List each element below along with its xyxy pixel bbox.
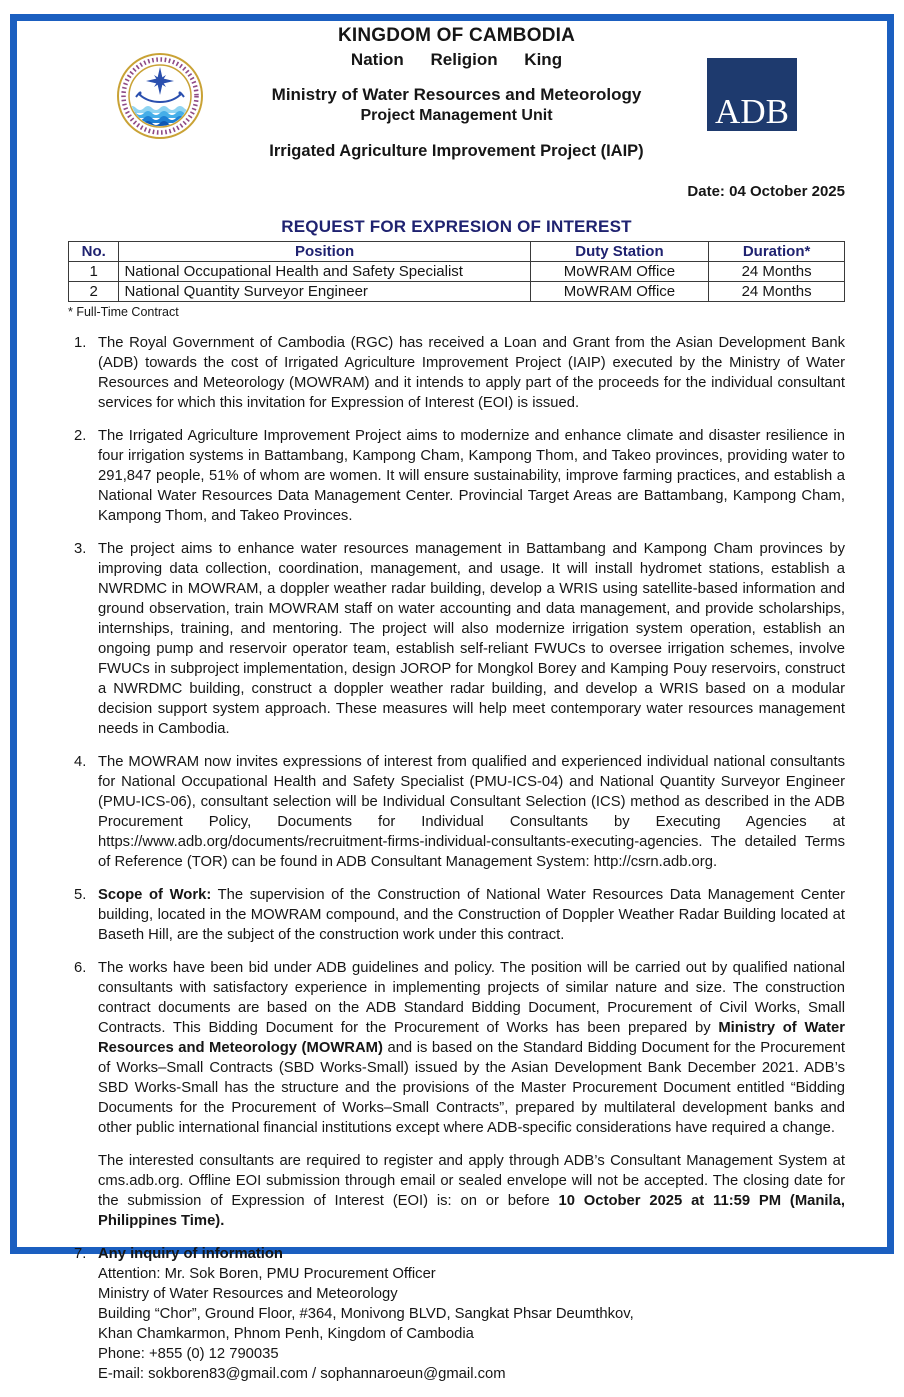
- text-run: The project aims to enhance water resources management in Battambang and Kampong Cham provinces by improving data collection, coordination, management, and usage. It will install hydromet stations, establish a NWRDMC in MOWRAM, a doppler weather radar building, develop a WRIS using satellite-based information and ground observation, train MOWRAM staff on water accounting and data management, and provide scholarships, internships, training, and mentoring. The project will also modernize irrigation system operation, establish an ongoing pump and reservoir operator team, establish self-reliant FWUCs to oversee irrigation schemes, involve FWUCs in subproject implementation, design JOROP for Mongkol Borey and Kamping Pouy reservoirs, construct a NWRDMC building, construct a doppler weather radar building, and develop a WRIS based on a modular decision support system approach. These measures will help meet contemporary water resources management needs in Cambodia.: [98, 541, 845, 737]
- numbered-paragraph: [68, 1244, 845, 1384]
- table-cell: MoWRAM Office: [530, 262, 708, 282]
- paragraph-body: [98, 426, 845, 526]
- paragraph-list: [68, 333, 845, 1384]
- ministry-seal-icon: [116, 52, 204, 140]
- table-cell: 2: [69, 282, 119, 302]
- paragraph-body: [98, 885, 845, 945]
- table-header-cell: Duty Station: [530, 242, 708, 262]
- paragraph-subsection: [98, 1151, 845, 1231]
- table-cell: 24 Months: [709, 282, 845, 302]
- address-line: E-mail: sokboren83@gmail.com / sophannaroeun@gmail.com: [98, 1366, 506, 1382]
- table-cell: National Occupational Health and Safety Specialist: [119, 262, 530, 282]
- text-run: Scope of Work:: [98, 887, 212, 903]
- ministry-name: Ministry of Water Resources and Meteorology: [271, 85, 642, 104]
- address-line: Attention: Mr. Sok Boren, PMU Procurement Officer: [98, 1266, 436, 1282]
- eoi-table-header-row: [69, 242, 845, 262]
- paragraph-number: 5.: [74, 887, 87, 903]
- table-footnote: * Full-Time Contract: [68, 305, 179, 319]
- text-run: and is based on the Standard Bidding Document for the Procurement of Works–Small Contracts (SBD Works-Small) issued by the Asian Development Bank December 2021. ADB’s SBD Works-Small has the structure and the provisions of the Master Procurement Document entitled “Bidding Documents for the Procurement of Works–Small Contracts”, prepared by multilateral development banks and other public international financial institutions except where ADB-specific considerations have required a change.: [98, 1040, 845, 1136]
- table-cell: National Quantity Surveyor Engineer: [119, 282, 530, 302]
- address-line: Building “Chor”, Ground Floor, #364, Monivong BLVD, Sangkat Phsar Deumthkov,: [98, 1306, 634, 1322]
- positions-table: [68, 241, 845, 302]
- table-cell: 1: [69, 262, 119, 282]
- numbered-paragraph: [68, 885, 845, 945]
- numbered-paragraph: [68, 958, 845, 1231]
- document-header: [68, 24, 845, 162]
- numbered-paragraph: [68, 333, 845, 413]
- eoi-title: REQUEST FOR EXPRESION OF INTEREST: [281, 217, 632, 236]
- paragraph-number: 6.: [74, 960, 87, 976]
- project-management-unit: Project Management Unit: [360, 107, 553, 124]
- adb-logo-text: ADB: [715, 92, 789, 131]
- paragraph-body: [98, 752, 845, 872]
- table-row: [69, 282, 845, 302]
- text-run: Ministry of Water Resources and Meteorology (MOWRAM): [98, 1020, 846, 1056]
- paragraph-body: [98, 333, 845, 413]
- table-cell: 24 Months: [709, 262, 845, 282]
- text-run: The Irrigated Agriculture Improvement Project aims to modernize and enhance climate and disaster resilience in four irrigation systems in Battambang, Kampong Cham, Kampong Thom, and Takeo provinces, providing water to 291,847 people, 51% of whom are women. It will ensure sustainability, improve farming practices, and establish a National Water Resources Data Management Center. Provincial Target Areas are Battambang, Kampong Cham, Kampong Thom, and Takeo Provinces.: [98, 428, 845, 524]
- text-run: The supervision of the Construction of National Water Resources Data Management Center building, located in the MOWRAM compound, and the Construction of Doppler Weather Radar Building located at Baseth Hill, are the subject of the construction work under this contract.: [98, 887, 845, 943]
- document-date: Date: 04 October 2025: [687, 183, 845, 200]
- text-run: 10 October 2025 at 11:59 PM (Manila, Philippines Time).: [98, 1193, 845, 1229]
- text-run: The Royal Government of Cambodia (RGC) has received a Loan and Grant from the Asian Development Bank (ADB) towards the cost of Irrigated Agriculture Improvement Project (IAIP) executed by the Ministry of Water Resources and Meteorology (MOWRAM) and it intends to apply part of the proceeds for the individual consultant services for which this invitation for Expression of Interest (EOI) is issued.: [98, 335, 845, 411]
- national-motto: Nation Religion King: [350, 50, 563, 69]
- kingdom-title: KINGDOM OF CAMBODIA: [337, 25, 576, 46]
- paragraph-number: 2.: [74, 428, 87, 444]
- address-line: Ministry of Water Resources and Meteorology: [98, 1286, 398, 1302]
- text-run: The works have been bid under ADB guidelines and policy. The position will be carried out by qualified national consultants with satisfactory experience in implementing projects of similar nature and size. The construction contract documents are based on the ADB Standard Bidding Document, Procurement of Civil Works, Small Contracts. This Bidding Document for the Procurement of Works has been prepared by: [98, 960, 845, 1036]
- table-cell: MoWRAM Office: [530, 282, 708, 302]
- paragraph-number: 1.: [74, 335, 87, 351]
- numbered-paragraph: [68, 752, 845, 872]
- paragraph-number: 3.: [74, 541, 87, 557]
- text-run: The interested consultants are required to register and apply through ADB’s Consultant Management System at cms.adb.org. Offline EOI submission through email or sealed envelope will not be accepted. The closing date for the submission of Expression of Interest (EOI) is: on or before: [98, 1153, 845, 1209]
- project-name: Irrigated Agriculture Improvement Project (IAIP): [269, 142, 644, 160]
- paragraph-number: 7.: [74, 1246, 87, 1262]
- address-line: Khan Chamkarmon, Phnom Penh, Kingdom of Cambodia: [98, 1326, 474, 1342]
- eoi-table-body: [69, 262, 845, 302]
- address-line: Phone: +855 (0) 12 790035: [98, 1346, 279, 1362]
- paragraph-body: [98, 1244, 845, 1384]
- paragraph-body: [98, 539, 845, 739]
- numbered-paragraph: [68, 426, 845, 526]
- text-run: The MOWRAM now invites expressions of interest from qualified and experienced individual national consultants for National Occupational Health and Safety Specialist (PMU-ICS-04) and National Quantity Surveyor Engineer (PMU-ICS-06), consultant selection will be Individual Consultant Selection (ICS) method as described in the ADB Procurement Policy, Documents for Individual Consultants by Executing Agencies at https://www.adb.org/documents/recruitment-firms-individual-consultants-executing-agencies. The detailed Terms of Reference (TOR) can be found in ADB Consultant Management System: http://csrn.adb.org.: [98, 754, 845, 870]
- table-row: [69, 262, 845, 282]
- table-header-cell: Duration*: [709, 242, 845, 262]
- numbered-paragraph: [68, 539, 845, 739]
- paragraph-number: 4.: [74, 754, 87, 770]
- adb-logo: [707, 58, 797, 131]
- table-header-cell: Position: [119, 242, 530, 262]
- table-header-cell: No.: [69, 242, 119, 262]
- document-content: [68, 24, 845, 1397]
- paragraph-body: [98, 958, 845, 1231]
- paragraph-heading: Any inquiry of information: [98, 1246, 283, 1262]
